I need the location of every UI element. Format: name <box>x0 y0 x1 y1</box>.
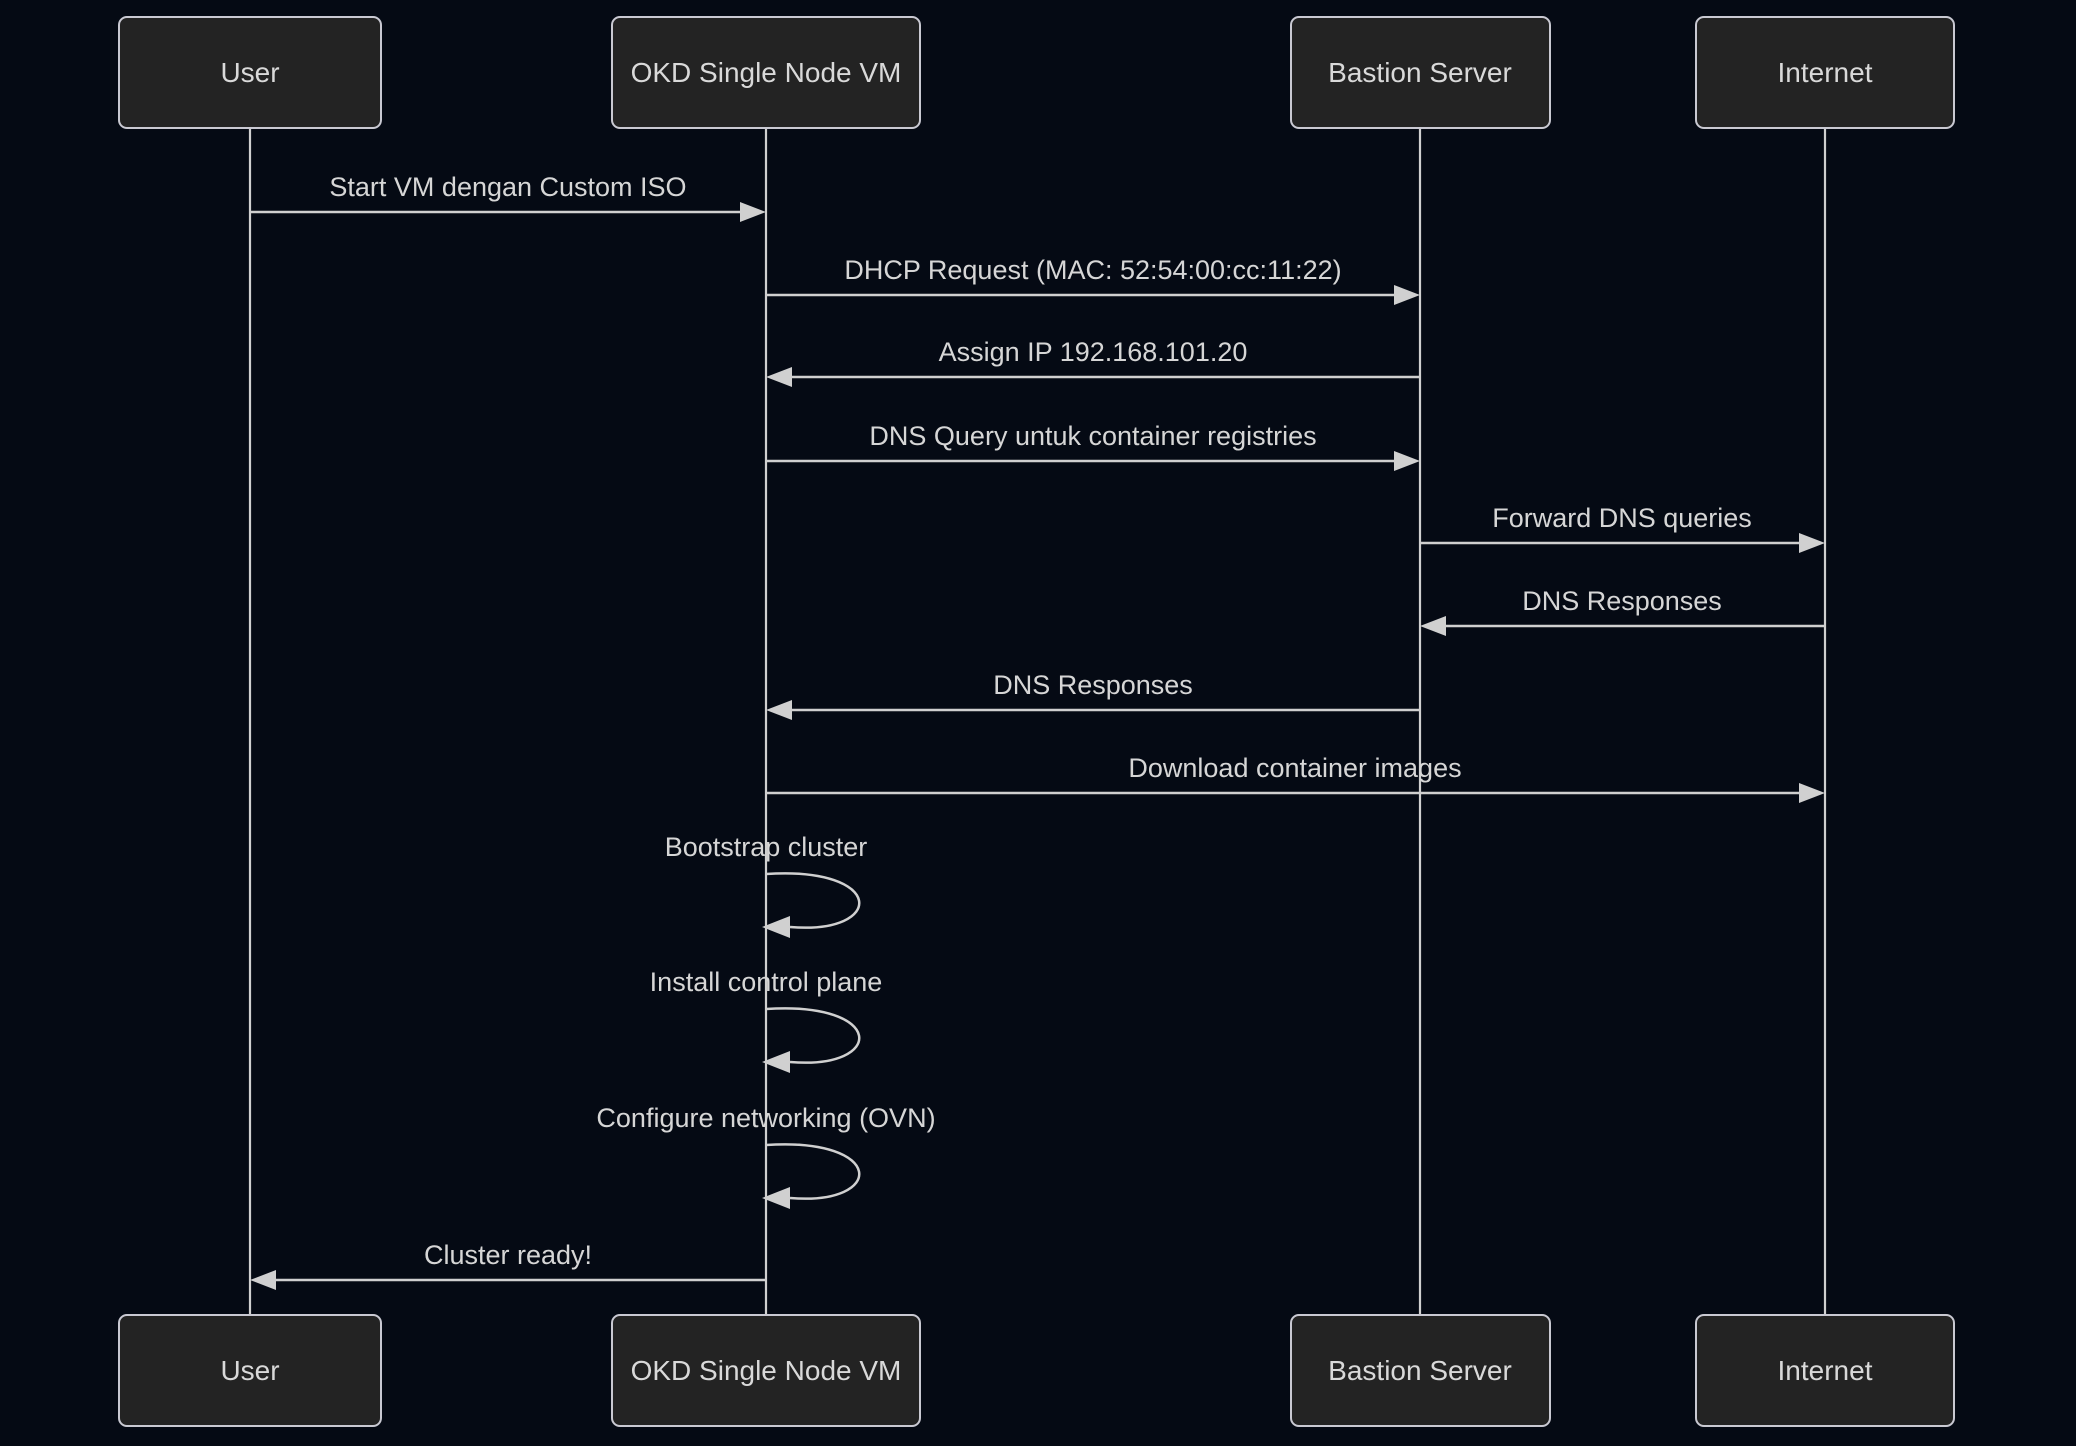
message-cluster-ready <box>250 1240 766 1290</box>
message-forward-dns <box>1420 503 1825 553</box>
actor-internet-bottom <box>1696 1315 1954 1426</box>
arrowhead-right-icon <box>1799 533 1825 553</box>
message-dns-responses-internet <box>1420 586 1825 636</box>
message-label: DNS Responses <box>993 670 1193 700</box>
message-label: Forward DNS queries <box>1492 503 1752 533</box>
arrowhead-left-icon <box>766 367 792 387</box>
actor-user-bottom <box>119 1315 381 1426</box>
actor-label: OKD Single Node VM <box>630 1355 902 1386</box>
arrowhead-left-icon <box>1420 616 1446 636</box>
message-label: DNS Query untuk container registries <box>869 421 1317 451</box>
message-assign-ip <box>766 337 1420 387</box>
arrowhead-right-icon <box>740 202 766 222</box>
message-label: Configure networking (OVN) <box>596 1103 936 1133</box>
self-loop-line <box>766 1144 859 1198</box>
arrowhead-right-icon <box>1394 285 1420 305</box>
arrowhead-left-icon <box>250 1270 276 1290</box>
actor-label: Internet <box>1777 1355 1873 1386</box>
message-label: Download container images <box>1128 753 1462 783</box>
message-label: DNS Responses <box>1522 586 1722 616</box>
message-label: Start VM dengan Custom ISO <box>329 172 687 202</box>
self-loop-line <box>766 873 859 927</box>
actor-bastion-top <box>1291 17 1550 128</box>
message-download-images <box>766 753 1825 803</box>
actor-okd-vm-bottom <box>612 1315 920 1426</box>
actor-bastion-bottom <box>1291 1315 1550 1426</box>
message-label: Assign IP 192.168.101.20 <box>938 337 1248 367</box>
message-dhcp-request <box>766 255 1420 305</box>
message-start-vm <box>250 172 766 222</box>
actor-user-top <box>119 17 381 128</box>
arrowhead-right-icon <box>1394 451 1420 471</box>
actor-label: Bastion Server <box>1328 1355 1512 1386</box>
arrowhead-right-icon <box>1799 783 1825 803</box>
actor-internet-top <box>1696 17 1954 128</box>
actor-label: User <box>220 57 280 88</box>
message-label: Install control plane <box>649 967 883 997</box>
message-label: Cluster ready! <box>423 1240 593 1270</box>
arrowhead-left-icon <box>766 700 792 720</box>
actor-label: Internet <box>1777 57 1873 88</box>
message-label: Bootstrap cluster <box>664 832 868 862</box>
message-dns-query <box>766 421 1420 471</box>
self-loop-line <box>766 1008 859 1062</box>
actor-label: OKD Single Node VM <box>630 57 902 88</box>
actor-label: Bastion Server <box>1328 57 1512 88</box>
actor-okd-vm-top <box>612 17 920 128</box>
actor-label: User <box>220 1355 280 1386</box>
message-label: DHCP Request (MAC: 52:54:00:cc:11:22) <box>844 255 1342 285</box>
message-dns-responses-bastion <box>766 670 1420 720</box>
